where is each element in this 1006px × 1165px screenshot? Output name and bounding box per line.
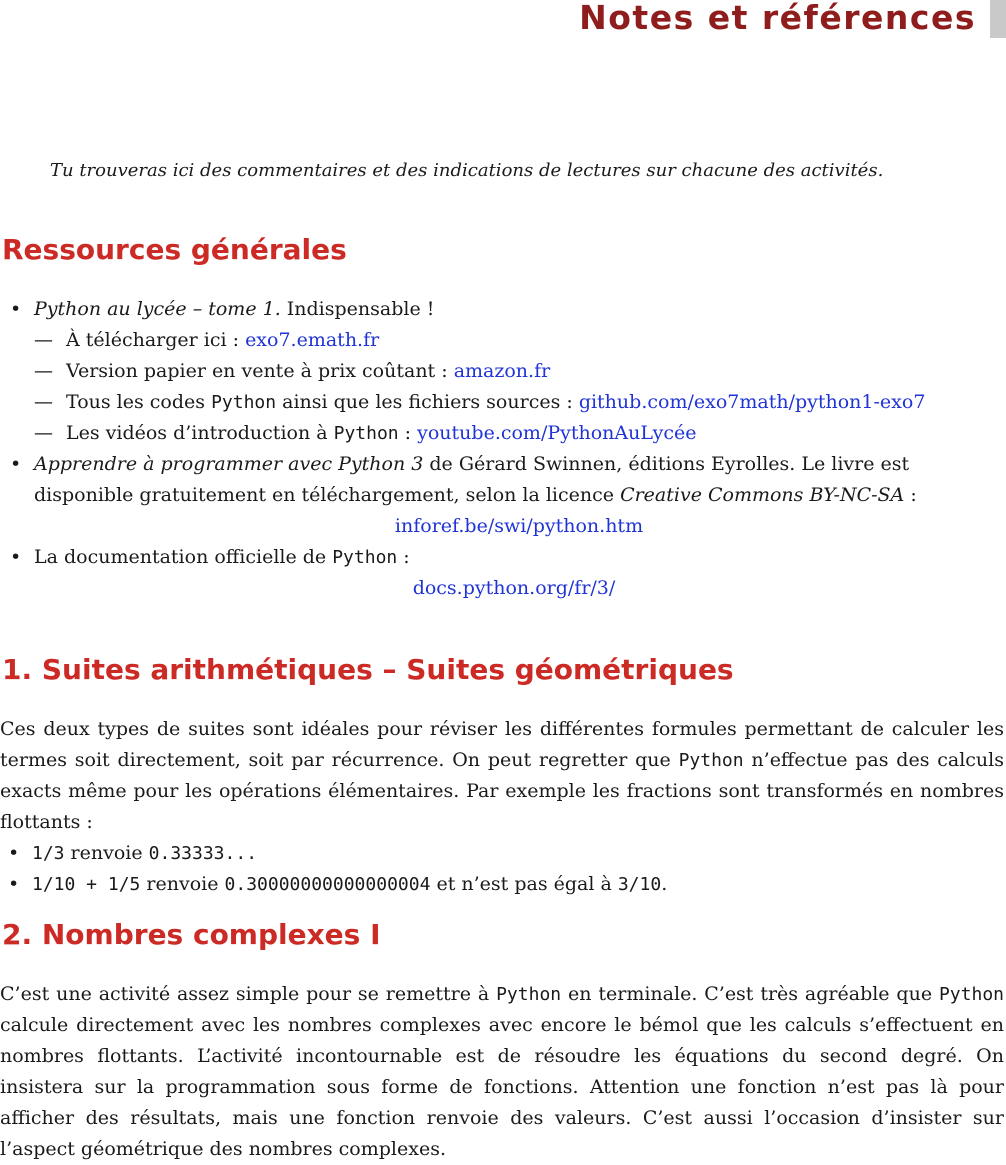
book1-tail: Indispensable ! (280, 298, 435, 320)
code-snippet: 1/10 + 1/5 (32, 874, 141, 895)
bullet-text: et n’est pas égal à (430, 873, 618, 895)
bullet-text: renvoie (140, 873, 225, 895)
book2-text-end: : (904, 484, 917, 506)
code-python: Python (496, 984, 562, 1005)
heading-ressources: Ressources générales (2, 233, 347, 266)
section2-body (0, 979, 1004, 1165)
book1-item-label: ainsi que les fichiers sources : (276, 391, 579, 413)
book1-item (34, 387, 1004, 418)
heading-section-1: 1. Suites arithmétiques – Suites géométriques (2, 653, 734, 686)
chapter-tab (990, 0, 1006, 38)
section2-text: en terminale. C’est très agréable que (561, 983, 939, 1005)
link-github[interactable]: github.com/exo7math/python1-exo7 (578, 391, 926, 413)
intro-text: Tu trouveras ici des commentaires et des indications de lectures sur chacune des activités. (50, 160, 884, 181)
code-python: Python (211, 392, 277, 413)
book1-item-label: Les vidéos d’introduction à (66, 422, 334, 444)
code-python: Python (332, 547, 398, 568)
code-snippet: 0.33333... (148, 843, 258, 864)
section1-text: Ces deux types de suites sont idéales pour réviser les différentes formules permettant de calculer les termes soit directement, soit par récurrence. On peut regretter que (0, 718, 1004, 771)
section1-bullet (0, 838, 1004, 869)
heading-section-2: 2. Nombres complexes I (2, 918, 381, 951)
section1-body (0, 714, 1004, 900)
book2-title: Apprendre à programmer avec Python 3 (34, 453, 424, 475)
book1-item-label: À télécharger ici : (66, 329, 246, 351)
section2-text: calcule directement avec les nombres complexes avec encore le bémol que les calculs s’effectuent en nombres flottants. L’activité incontournable est de résoudre les équations du second degré. On insistera sur la programmation sous forme de fonctions. Attention une fonction n’est pas là pour afficher des résultats, mais une fonction renvoie des valeurs. C’est aussi l’occasion d’insister sur l’aspect géométrique des nombres complexes. (0, 1014, 1004, 1160)
book1-item-label: Tous les codes (66, 391, 212, 413)
resources-list (2, 294, 1004, 604)
resource-book1 (2, 294, 1004, 449)
resource-doc (2, 542, 1004, 604)
chapter-title: Notes et références (579, 0, 976, 37)
section2-text: C’est une activité assez simple pour se remettre à (0, 983, 497, 1005)
book1-item-label: : (398, 422, 418, 444)
section1-text: n’effectue pas des calculs exacts même pour les opérations élémentaires. Par exemple les fractions sont transformés en nombres flottants : (0, 749, 1004, 833)
code-python: Python (938, 984, 1004, 1005)
section1-bullet (0, 869, 1004, 900)
book2-license: Creative Commons BY-NC-SA (620, 484, 905, 506)
section2-paragraph (0, 979, 1004, 1165)
section1-paragraph (0, 714, 1004, 838)
code-python: Python (333, 423, 399, 444)
book1-item (34, 418, 1004, 449)
link-exo7[interactable]: exo7.emath.fr (245, 329, 380, 351)
code-snippet: 1/3 (32, 843, 65, 864)
doc-text-end: : (397, 546, 410, 568)
resource-book2 (2, 449, 1004, 542)
doc-text: La documentation officielle de (34, 546, 333, 568)
book1-item-label: Version papier en vente à prix coûtant : (66, 360, 454, 382)
book1-item (34, 356, 1004, 387)
book1-title: Python au lycée – tome 1. (34, 298, 281, 320)
link-inforef[interactable]: inforef.be/swi/python.htm (394, 515, 644, 537)
link-amazon[interactable]: amazon.fr (453, 360, 551, 382)
bullet-text: . (661, 873, 668, 895)
book1-item (34, 325, 1004, 356)
bullet-text: renvoie (64, 842, 149, 864)
link-docs-python[interactable]: docs.python.org/fr/3/ (412, 577, 616, 599)
code-python: Python (678, 750, 744, 771)
code-snippet: 3/10 (617, 874, 662, 895)
code-snippet: 0.30000000000000004 (224, 874, 431, 895)
link-youtube[interactable]: youtube.com/PythonAuLycée (417, 422, 697, 444)
book2-text: de Gérard Swinnen, éditions Eyrolles. Le livre est disponible gratuitement en téléchargement, selon la licence (34, 453, 910, 506)
